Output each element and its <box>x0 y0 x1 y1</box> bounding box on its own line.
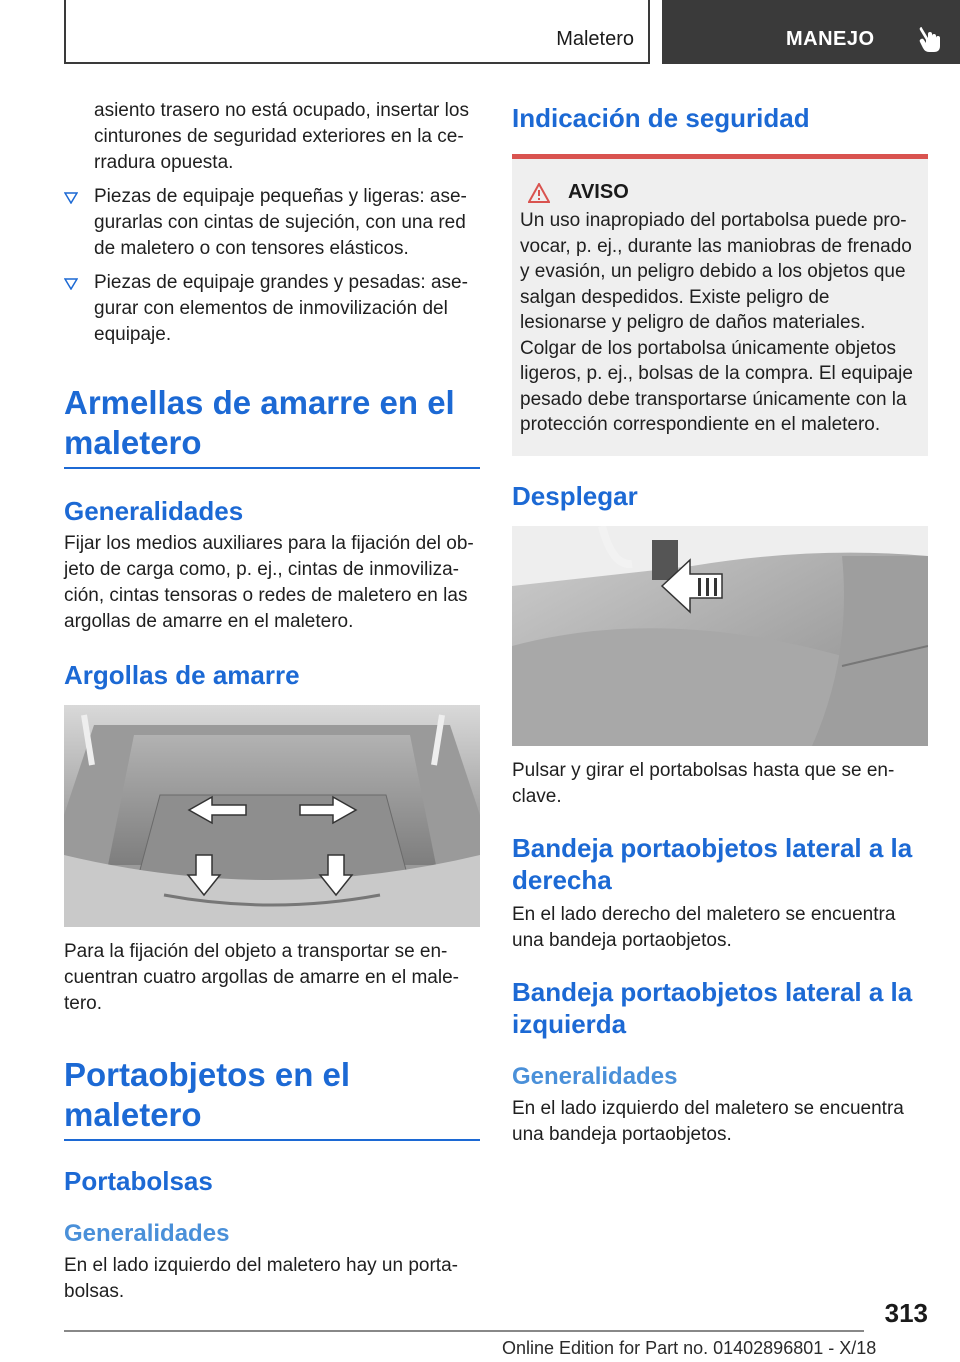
subheading-argollas: Argollas de amarre <box>64 660 300 690</box>
subheading-generalidades-small: Generalidades <box>512 1062 678 1090</box>
list-item-text: Piezas de equipaje grandes y pesadas: ase-gurar con elementos de inmovilización del equipaje. <box>94 272 468 345</box>
list-item <box>64 270 480 348</box>
chapter-tab-label: MANEJO <box>786 28 875 50</box>
warning-box <box>512 154 928 456</box>
section-title: Maletero <box>556 28 634 50</box>
warning-text: Un uso inapropiado del portabolsa puede pro-vocar, p. ej., durante las maniobras de frenado y evasión, un peligro debido a los objetos que salgan despedidos. Existe peligro de lesionarse y peligro de daños materiales. Colgar de los portabolsa únicamente objetos ligeros, p. ej., bolsas de la compra. El equipaje pesado debe transportarse únicamente con la protección correspondiente en el maletero. <box>520 210 913 435</box>
bandeja-izquierda-text: En el lado izquierdo del maletero se encuentra una bandeja portaobjetos. <box>512 1097 904 1145</box>
generalidades-text: Fijar los medios auxiliares para la fijación del ob-jeto de carga como, p. ej., cintas de inmoviliza-ción, cintas tensoras o redes de maletero en las argollas de amarre en el maletero. <box>64 533 474 632</box>
running-header <box>64 0 650 64</box>
argollas-caption: Para la fijación del objeto a transportar se en-cuentran cuatro argollas de amarre en el male-tero. <box>64 941 459 1014</box>
subheading-seguridad: Indicación de seguridad <box>512 103 810 133</box>
trunk-tie-down-photo <box>64 705 480 927</box>
heading-rule <box>64 1139 480 1141</box>
intro-continuation: asiento trasero no está ocupado, insertar los cinturones de seguridad exteriores en la ce-rradura opuesta. <box>94 100 469 173</box>
pointing-hand-icon <box>918 26 944 54</box>
chapter-tab <box>662 0 960 64</box>
section-heading-portaobjetos: Portaobjetos en el maletero <box>64 1056 351 1133</box>
list-item <box>64 184 480 262</box>
subheading-generalidades: Generalidades <box>64 496 244 526</box>
bag-hook-photo <box>512 526 928 746</box>
subheading-bandeja-izquierda: Bandeja portaobjetos lateral a la izquierda <box>512 976 913 1039</box>
subheading-generalidades-small: Generalidades <box>64 1220 230 1247</box>
triangle-bullet-icon <box>64 278 78 290</box>
warning-triangle-icon <box>528 183 550 203</box>
warning-title: AVISO <box>568 181 629 203</box>
subheading-bandeja-derecha: Bandeja portaobjetos lateral a la derecha <box>512 832 913 895</box>
desplegar-caption: Pulsar y girar el portabolsas hasta que se en-clave. <box>512 759 895 807</box>
left-column <box>64 98 480 1305</box>
edition-note: Online Edition for Part no. 01402896801 - X/18 <box>502 1338 877 1358</box>
portabolsas-text: En el lado izquierdo del maletero hay un porta-bolsas. <box>64 1255 458 1302</box>
footer-rule <box>64 1330 864 1332</box>
subheading-desplegar: Desplegar <box>512 480 638 511</box>
list-item-text: Piezas de equipaje pequeñas y ligeras: ase-gurarlas con cintas de sujeción, con una red de maletero o con tensores elásticos. <box>94 186 467 259</box>
right-column <box>512 102 928 1148</box>
subheading-portabolsas: Portabolsas <box>64 1166 213 1196</box>
bandeja-derecha-text: En el lado derecho del maletero se encuentra una bandeja portaobjetos. <box>512 903 896 951</box>
triangle-bullet-icon <box>64 192 78 204</box>
warning-header <box>520 181 920 204</box>
page-number: 313 <box>884 1298 928 1328</box>
heading-rule <box>64 467 480 469</box>
section-heading-armellas: Armellas de amarre en el maletero <box>64 384 455 461</box>
